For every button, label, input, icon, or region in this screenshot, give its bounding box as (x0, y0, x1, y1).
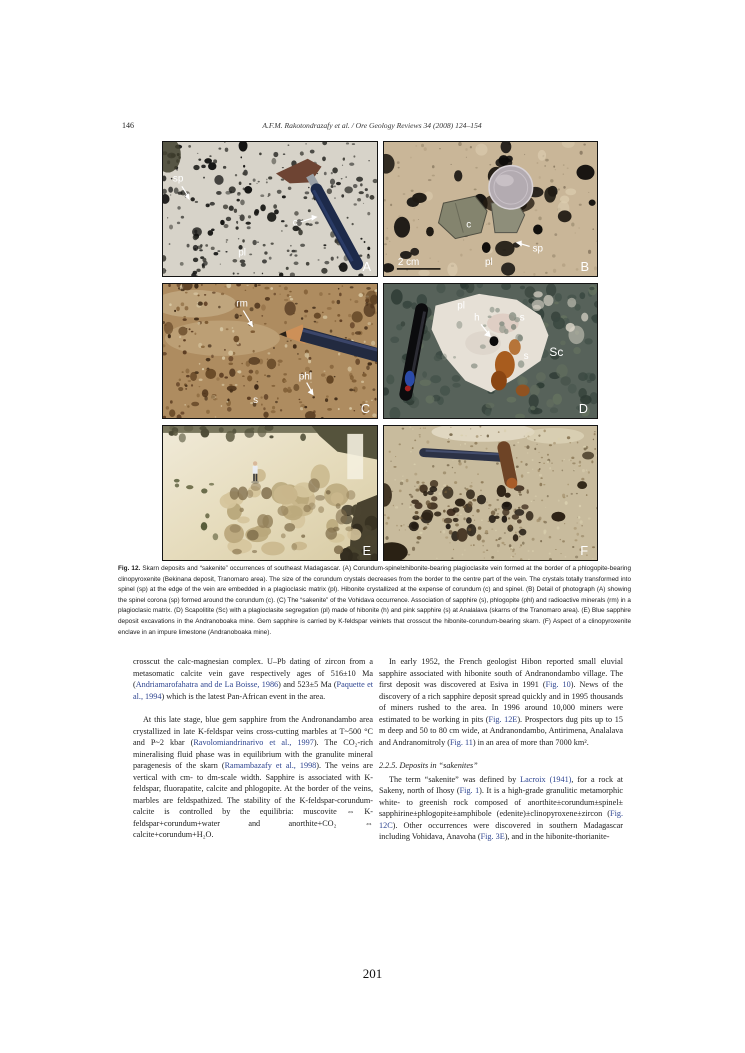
text-run: ). The veins are vertical with cm- to dm-scale width. Sapphire is associated with K-feldspar, fluorapatite, calcite and phlogopite. At the border of the veins, marbles are feldspathized. The stability of the K-feldspar-corundum-calcite is controlled by the equilibria: muscovite ⇔ K-feldspar+corundum+water and anorthite+CO₂ ⇔ calcite+corundum+H₂O. (133, 761, 373, 839)
figure-caption-text: Skarn deposits and “sakenite” occurrences of southeast Madagascar. (A) Corundum-spinel±hibonite-bearing plagioclasite vein formed at the border of a phlogopite-bearing clinopyroxenite (Bekinana deposit, Tranomaro area). The size of the corundum crystals decreases from the border to the centre part of the vein. The crystals totally transformed into spinel (sp) at the edge of the vein are embedded in a plagioclasic matrix (pl). Hibonite crystallized at the expense of corundum (c) and spinel. (B) Detail of photograph (A) showing the spinel corona (sp) formed around the corundum (c). (C) The “sakenite” of the Vohidava occurrence. Association of sapphire (s), phlogopite (phl) and radioactive minerals (rm) in a plagioclasic matrix. (D) Scapolitite (Sc) with a plagioclasite segregation (pl) made of hibonite (h) and pink sapphire (s) at Analalava (skarns of the Tranomaro area). (E) Blue sapphire deposit excavations in the Andranoboaka mine. Gem sapphire is carried by K-feldspar veinlets that crosscut the hibonite-corundum-bearing skarn. (F) Aspect of a clinopyroxenite enclave in an impure limestone (Andranoboaka mine). (118, 565, 632, 636)
figure-caption (118, 564, 631, 638)
reference-link[interactable]: Ramambazafy et al., 1998 (224, 761, 317, 770)
text-run: ). It is a high-grade granulitic metamorphic white- to greenish rock composed of anorthite±corundum±spinel± sapphirine±phlogopite±amphibole (edenite)±clinopyroxene±zircon ( (379, 786, 624, 818)
text-run: ) which is the latest Pan-African event in the area. (161, 691, 326, 701)
text-run: ) in an area of more than 7000 km². (472, 737, 589, 747)
mineral-label-phlogopite: phl (298, 371, 312, 383)
right-column (379, 656, 623, 855)
reference-link[interactable]: Fig. 1 (459, 786, 480, 795)
text-run: The term “sakenite” was defined by (389, 774, 521, 784)
reference-link[interactable]: Fig. 12C (379, 809, 623, 830)
figure-panel-e (162, 425, 378, 561)
text-run: In early 1952, the French geologist Hibon reported small eluvial sapphire associated with hibonite south of Andranondambo village. The first deposit was discovered at Esiva in 1991 ( (379, 657, 623, 689)
mineral-label-plagioclase: pl (485, 257, 493, 269)
mineral-label-radioactive: rm (236, 298, 248, 310)
text-run: ). Other occurrences were discovered in southern Madagascar including Vohidava, Anavoha ( (379, 820, 623, 841)
mineral-label-corundum: c (466, 219, 472, 231)
journal-citation-line: A.F.M. Rakotondrazafy et al. / Ore Geology Reviews 34 (2008) 124–154 (262, 121, 482, 130)
photo-clinopyroxenite-enclave (384, 426, 597, 560)
figure-panel-f (383, 425, 598, 561)
reference-link[interactable]: Lacroix (1941) (520, 774, 572, 784)
mineral-label-corundum: c (292, 217, 298, 229)
reference-link[interactable]: Fig. 11 (449, 737, 473, 747)
paragraph (133, 714, 373, 841)
page-number-footer: 201 (362, 966, 383, 981)
photo-corundum-spinel-vein (163, 142, 377, 276)
mineral-label-scapolitite: Sc (549, 344, 564, 359)
figure-panel-a (162, 141, 378, 277)
text-run: ). News of the discovery of a rich sapphire deposit spread quickly and in 1995 thousands of miners rushed to the area. In 1996 around 10,000 miners were estimated to be working in pits ( (379, 680, 623, 724)
text-run: ). The CO₂-rich mineralising fluid phase was in equilibrium with the granulite mineral paragenesis of the skarn ( (133, 738, 373, 770)
figure-12 (162, 141, 598, 561)
text-run: ) and 523±5 Ma ( (278, 680, 337, 689)
body-text (133, 656, 623, 855)
paragraph (379, 774, 623, 843)
page-number-header: 146 (122, 121, 134, 130)
paragraph (133, 656, 373, 702)
reference-link[interactable]: Andriamarofahatra and de La Boisse, 1986 (135, 680, 279, 689)
panel-letter: E (362, 543, 372, 559)
reference-link[interactable]: Fig. 10 (545, 680, 571, 689)
panel-letter: A (362, 259, 372, 275)
figure-panel-d (383, 283, 598, 419)
text-run: , for a rock at Sakeny, north of Ihosy ( (379, 774, 623, 795)
panel-letter: F (580, 543, 589, 559)
figure-panel-b (383, 141, 598, 277)
mineral-label-spinel: sp (532, 243, 544, 255)
text-run: ). Prospectors dug pits up to 15 m deep and 50 to 80 cm wide, at Andranondambo, Antirimena, Analalava and Andranomitroly ( (379, 714, 623, 747)
reference-link[interactable]: Fig. 12E (488, 714, 518, 724)
mineral-label-plagioclase: pl (457, 300, 466, 312)
scale-bar (397, 268, 441, 270)
reference-link[interactable]: Ravolomiandrinarivo et al., 1997 (193, 738, 314, 747)
text-run: At this late stage, blue gem sapphire from the Andronandambo area crystallized in late K-feldspar veins cross-cutting marbles at T~500 °C and P~2 kbar ( (133, 715, 373, 747)
panel-letter: D (578, 401, 589, 417)
figure-panel-c (162, 283, 378, 419)
hibonite-crystal (490, 336, 499, 346)
mineral-label-sapphire: s (519, 312, 525, 324)
coin (489, 166, 533, 209)
text-run: crosscut the calc-magnesian complex. U–Pb dating of zircon from a metasomatic calcite vein gave respectively ages of 516±10 Ma ( (133, 657, 373, 689)
mineral-label-spinel: sp (172, 173, 184, 185)
photo-sakenite-vohidava (163, 284, 377, 418)
panel-letter: C (360, 401, 371, 417)
mineral-label-hibonite: h (474, 312, 480, 324)
panel-letter: B (580, 259, 590, 275)
scale-bar-label: 2 cm (397, 257, 420, 269)
mineral-label-sapphire: s (523, 350, 529, 362)
reference-link[interactable]: Fig. 3E (480, 832, 505, 841)
mineral-label-sapphire: s (253, 395, 259, 407)
mineral-label-plagioclase: pl (238, 247, 247, 259)
photo-scapolitite-analalava (384, 284, 597, 418)
text-run: ), and in the hibonite-thorianite- (504, 832, 610, 841)
photo-mine-excavation (163, 426, 377, 560)
running-head (122, 121, 622, 133)
photo-spinel-corona-detail (384, 142, 597, 276)
left-column (133, 656, 373, 855)
figure-caption-label: Fig. 12. (118, 565, 141, 572)
paragraph (379, 656, 623, 748)
section-heading: 2.2.5. Deposits in “sakenites” (379, 761, 478, 770)
reference-link[interactable]: Paquette et al., 1994 (133, 680, 373, 701)
